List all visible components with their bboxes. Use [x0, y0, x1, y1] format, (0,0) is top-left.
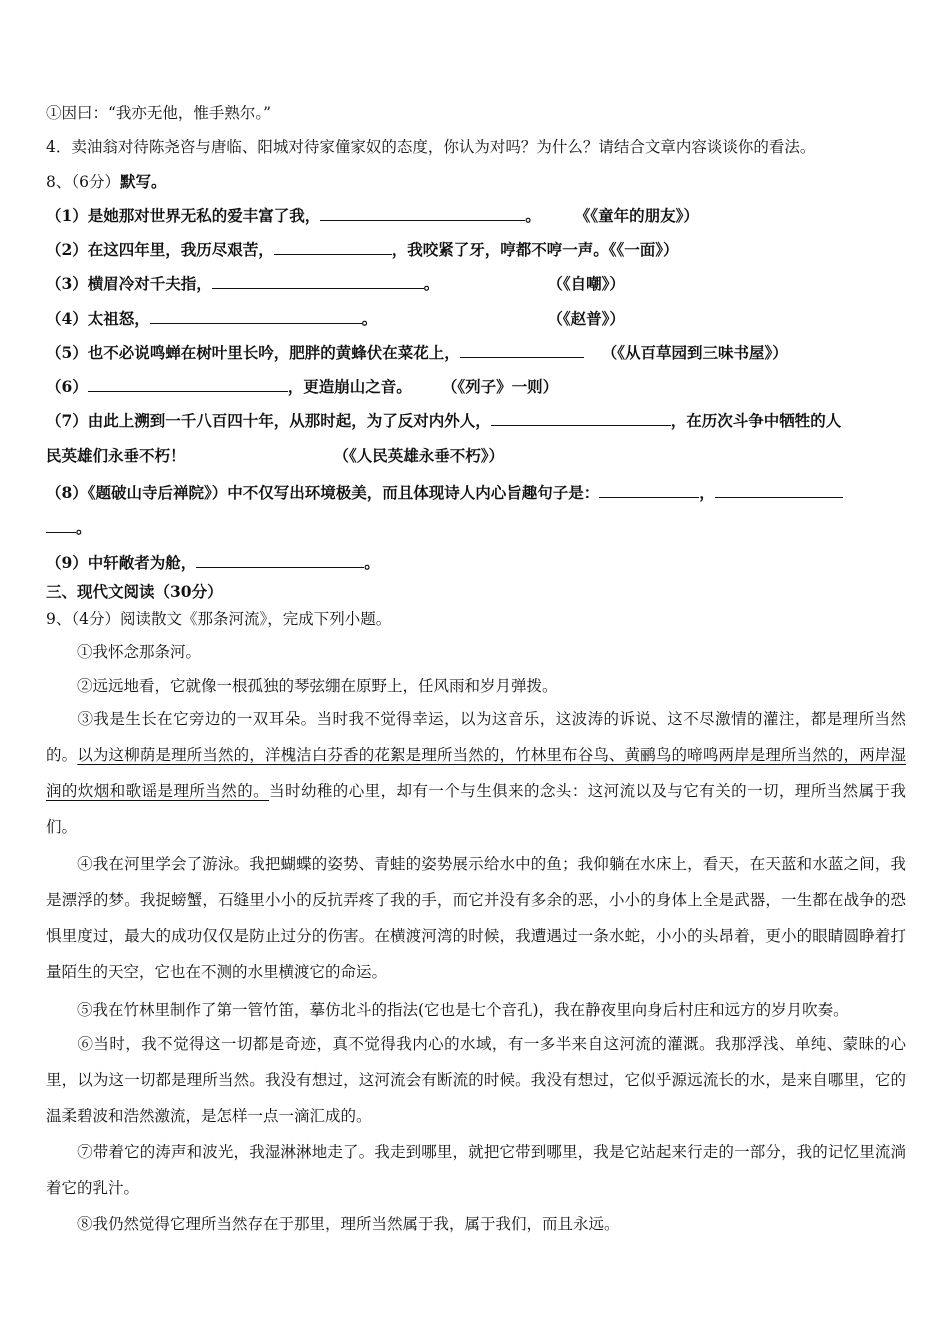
answer-blank[interactable]: [150, 307, 362, 324]
passage-paragraph-7: ⑦带着它的涛声和波光，我湿淋淋地走了。我走到哪里，就把它带到哪里，我是它站起来行走的一部分，我的记忆里流淌着它的乳汁。: [46, 1143, 906, 1197]
question-9: 9、（4分）阅读散文《那条河流》，完成下列小题。: [46, 610, 392, 628]
dictation-item-6: （6） ，更造崩山之音。 （《列子》一则）: [46, 377, 559, 396]
passage-paragraph-8: ⑧我仍然觉得它理所当然存在于那里，理所当然属于我，属于我们，而且永远。: [77, 1215, 620, 1233]
dictation-item-7-cont: 民英雄们永垂不朽！ （《人民英雄永垂不朽》）: [46, 446, 505, 465]
passage-paragraph-3: ③我是生长在它旁边的一双耳朵。当时我不觉得幸运，以为这音乐，这波涛的诉说、这不尽激情的灌注，都是理所当然的。以为这柳荫是理所当然的，洋槐洁白芬香的花絮是理所当然的，竹林里布谷鸟、黄鹂鸟的啼鸣两岸是理所当然的，两岸湿润的炊烟和歌谣是理所当然的。当时幼稚的心里，却有一个与生俱来的念头：这河流以及与它有关的一切，理所当然属于我们。: [46, 710, 906, 836]
answer-blank[interactable]: [274, 238, 392, 255]
dictation-item-2: （2）在这四年里，我历尽艰苦， ，我咬紧了牙，哼都不哼一声。《《一面》）: [46, 240, 679, 259]
dictation-item-7: （7）由此上溯到一千八百四十年，从那时起，为了反对内外人， ，在历次斗争中牺牲的人: [46, 411, 842, 430]
answer-blank[interactable]: [88, 375, 288, 392]
answer-blank[interactable]: [715, 481, 843, 498]
underlined-sentence: 以为这柳荫是理所当然的，洋槐洁白芬香的花絮是理所当然的，竹林里布谷鸟、黄鹂鸟的啼鸣两岸是理所当然的，两岸湿润的炊烟和歌谣是理所当然的。: [46, 746, 906, 800]
dictation-item-9: （9）中轩敞者为舱， 。: [46, 553, 380, 572]
passage-paragraph-4: ④我在河里学会了游泳。我把蝴蝶的姿势、青蛙的姿势展示给水中的鱼；我仰躺在水床上，看天，在天蓝和水蓝之间，我是漂浮的梦。我捉螃蟹，石缝里小小的反抗弄疼了我的手，而它并没有多余的恶，小小的身体上全是武器，一生都在战争的恐惧里度过，最大的成功仅仅是防止过分的伤害。在横渡河湾的时候，我遭遇过一条水蛇，小小的头昂着，更小的眼睛圆睁着打量陌生的天空，它也在不测的水里横渡它的命运。: [46, 855, 906, 981]
section-heading: 三、现代文阅读（30分）: [46, 582, 223, 601]
quote-item: ①因曰：“我亦无他，惟手熟尔。”: [46, 104, 272, 122]
answer-blank[interactable]: [46, 516, 76, 533]
question-8-header: [46, 172, 167, 192]
passage-paragraph-1: ①我怀念那条河。: [77, 643, 202, 661]
dictation-item-3: （3）横眉冷对千夫指， 。 （《自嘲》）: [46, 274, 625, 293]
dictation-item-8: （8）《题破山寺后禅院》）中不仅写出环境极美，而且体现诗人内心旨趣句子是： ，: [46, 481, 843, 503]
passage-paragraph-2: ②远远地看，它就像一根孤独的琴弦绷在原野上，任风雨和岁月弹拨。: [77, 677, 558, 695]
dictation-item-4: （4）太祖怒， 。 （《赵普》）: [46, 309, 625, 328]
question-4: 4．卖油翁对待陈尧咨与唐临、阳城对待家僮家奴的态度，你认为对吗？为什么？请结合文章内容谈谈你的看法。: [46, 138, 816, 156]
dictation-item-8-cont: 。: [46, 516, 92, 538]
dictation-item-5: （5）也不必说鸣蝉在树叶里长吟，肥胖的黄蜂伏在菜花上， （《从百草园到三味书屋》）: [46, 343, 788, 362]
question-8-title: 默写。: [119, 172, 167, 191]
answer-blank[interactable]: [212, 272, 424, 289]
question-8-number: 8、（6分）: [46, 173, 120, 191]
dictation-item-1: （1）是她那对世界无私的爱丰富了我， 。 《《童年的朋友》）: [46, 206, 699, 225]
answer-blank[interactable]: [196, 551, 364, 568]
answer-blank[interactable]: [460, 341, 584, 358]
passage-paragraph-5: ⑤我在竹林里制作了第一管竹笛，摹仿北斗的指法(它也是七个音孔)，我在静夜里向身后村庄和远方的岁月吹奏。: [77, 1001, 849, 1019]
answer-blank[interactable]: [320, 204, 525, 221]
passage-paragraph-6: ⑥当时，我不觉得这一切都是奇迹，真不觉得我内心的水域，有一多半来自这河流的灌溉。我那浮浅、单纯、蒙昧的心里，以为这一切都是理所当然。我没有想过，这河流会有断流的时候。我没有想过，它似乎源远流长的水，是来自哪里，它的温柔碧波和浩然激流，是怎样一点一滴汇成的。: [46, 1035, 906, 1125]
answer-blank[interactable]: [599, 481, 699, 498]
answer-blank[interactable]: [491, 409, 671, 426]
